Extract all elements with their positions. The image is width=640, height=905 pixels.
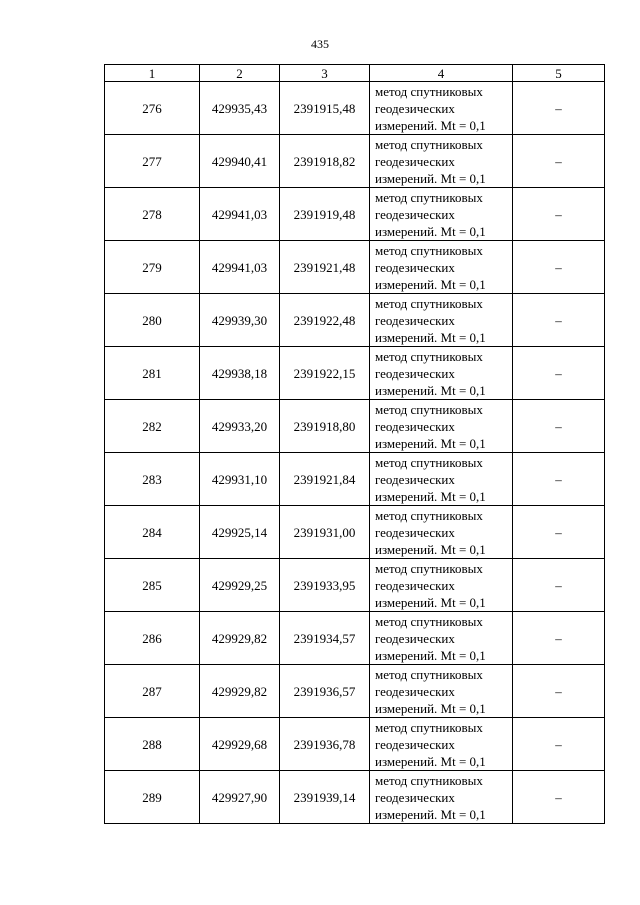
method-line-2: геодезических [375, 365, 455, 381]
method-line-1: метод спутниковых [375, 401, 483, 417]
method-description [370, 347, 513, 400]
point-number: 287 [105, 665, 200, 718]
method-line-3: измерений. Mt = 0,1 [375, 806, 486, 822]
coord-x: 429927,90 [200, 771, 280, 824]
method-line-1: метод спутниковых [375, 189, 483, 205]
method-line-2: геодезических [375, 630, 455, 646]
coord-x: 429929,68 [200, 718, 280, 771]
point-number: 279 [105, 241, 200, 294]
method-line-3: измерений. Mt = 0,1 [375, 647, 486, 663]
extra-value: – [513, 82, 605, 135]
coord-y: 2391936,57 [280, 665, 370, 718]
table-row [105, 453, 605, 506]
table-row [105, 612, 605, 665]
coord-x: 429941,03 [200, 241, 280, 294]
method-line-1: метод спутниковых [375, 83, 483, 99]
table-row [105, 82, 605, 135]
header-col-2: 2 [200, 65, 280, 82]
method-line-2: геодезических [375, 577, 455, 593]
method-line-3: измерений. Mt = 0,1 [375, 435, 486, 451]
coord-x: 429933,20 [200, 400, 280, 453]
extra-value: – [513, 506, 605, 559]
table-row [105, 135, 605, 188]
table-row [105, 188, 605, 241]
header-col-1: 1 [105, 65, 200, 82]
method-line-3: измерений. Mt = 0,1 [375, 117, 486, 133]
method-line-1: метод спутниковых [375, 560, 483, 576]
extra-value: – [513, 294, 605, 347]
table-row [105, 559, 605, 612]
method-description [370, 771, 513, 824]
coord-y: 2391939,14 [280, 771, 370, 824]
point-number: 277 [105, 135, 200, 188]
method-line-2: геодезических [375, 789, 455, 805]
coord-x: 429938,18 [200, 347, 280, 400]
method-line-1: метод спутниковых [375, 507, 483, 523]
method-line-2: геодезических [375, 683, 455, 699]
coord-x: 429941,03 [200, 188, 280, 241]
method-line-1: метод спутниковых [375, 772, 483, 788]
method-line-2: геодезических [375, 206, 455, 222]
coord-y: 2391919,48 [280, 188, 370, 241]
method-line-3: измерений. Mt = 0,1 [375, 276, 486, 292]
point-number: 288 [105, 718, 200, 771]
method-line-1: метод спутниковых [375, 295, 483, 311]
table-row [105, 718, 605, 771]
coord-x: 429929,82 [200, 665, 280, 718]
coord-y: 2391918,80 [280, 400, 370, 453]
method-description [370, 612, 513, 665]
method-line-2: геодезических [375, 471, 455, 487]
method-line-2: геодезических [375, 524, 455, 540]
extra-value: – [513, 718, 605, 771]
method-line-1: метод спутниковых [375, 613, 483, 629]
method-line-3: измерений. Mt = 0,1 [375, 541, 486, 557]
coord-x: 429935,43 [200, 82, 280, 135]
coord-x: 429929,82 [200, 612, 280, 665]
method-line-1: метод спутниковых [375, 348, 483, 364]
method-description [370, 135, 513, 188]
extra-value: – [513, 135, 605, 188]
method-line-1: метод спутниковых [375, 666, 483, 682]
table-body [105, 82, 605, 824]
extra-value: – [513, 453, 605, 506]
method-line-2: геодезических [375, 312, 455, 328]
header-col-5: 5 [513, 65, 605, 82]
point-number: 284 [105, 506, 200, 559]
coord-x: 429929,25 [200, 559, 280, 612]
table-row [105, 506, 605, 559]
method-line-1: метод спутниковых [375, 242, 483, 258]
method-line-2: геодезических [375, 736, 455, 752]
method-description [370, 665, 513, 718]
table-row [105, 241, 605, 294]
coord-y: 2391922,15 [280, 347, 370, 400]
coord-y: 2391918,82 [280, 135, 370, 188]
method-line-1: метод спутниковых [375, 136, 483, 152]
coord-y: 2391934,57 [280, 612, 370, 665]
extra-value: – [513, 665, 605, 718]
extra-value: – [513, 400, 605, 453]
extra-value: – [513, 559, 605, 612]
page-number: 435 [311, 37, 329, 51]
method-description [370, 559, 513, 612]
extra-value: – [513, 241, 605, 294]
method-line-1: метод спутниковых [375, 454, 483, 470]
coord-y: 2391921,84 [280, 453, 370, 506]
table-header [105, 65, 605, 82]
method-line-3: измерений. Mt = 0,1 [375, 753, 486, 769]
point-number: 276 [105, 82, 200, 135]
coordinates-table [104, 64, 605, 824]
method-line-3: измерений. Mt = 0,1 [375, 382, 486, 398]
method-line-3: измерений. Mt = 0,1 [375, 170, 486, 186]
coord-x: 429940,41 [200, 135, 280, 188]
method-line-3: измерений. Mt = 0,1 [375, 700, 486, 716]
method-description [370, 453, 513, 506]
method-line-2: геодезических [375, 100, 455, 116]
table-row [105, 771, 605, 824]
method-line-3: измерений. Mt = 0,1 [375, 329, 486, 345]
table-row [105, 347, 605, 400]
coord-y: 2391931,00 [280, 506, 370, 559]
coord-y: 2391936,78 [280, 718, 370, 771]
header-col-4: 4 [370, 65, 513, 82]
method-description [370, 188, 513, 241]
coord-x: 429939,30 [200, 294, 280, 347]
point-number: 281 [105, 347, 200, 400]
extra-value: – [513, 347, 605, 400]
point-number: 280 [105, 294, 200, 347]
extra-value: – [513, 188, 605, 241]
point-number: 278 [105, 188, 200, 241]
method-line-2: геодезических [375, 259, 455, 275]
table-row [105, 665, 605, 718]
method-line-2: геодезических [375, 418, 455, 434]
coord-y: 2391921,48 [280, 241, 370, 294]
header-col-3: 3 [280, 65, 370, 82]
point-number: 289 [105, 771, 200, 824]
method-line-3: измерений. Mt = 0,1 [375, 223, 486, 239]
table-row [105, 400, 605, 453]
method-description [370, 506, 513, 559]
method-description [370, 241, 513, 294]
table-row [105, 294, 605, 347]
extra-value: – [513, 612, 605, 665]
point-number: 283 [105, 453, 200, 506]
coord-y: 2391922,48 [280, 294, 370, 347]
point-number: 285 [105, 559, 200, 612]
method-description [370, 82, 513, 135]
method-description [370, 294, 513, 347]
coord-y: 2391933,95 [280, 559, 370, 612]
coord-x: 429931,10 [200, 453, 280, 506]
extra-value: – [513, 771, 605, 824]
method-line-1: метод спутниковых [375, 719, 483, 735]
method-line-3: измерений. Mt = 0,1 [375, 488, 486, 504]
coord-y: 2391915,48 [280, 82, 370, 135]
point-number: 282 [105, 400, 200, 453]
header-row [105, 65, 605, 82]
method-description [370, 718, 513, 771]
method-line-3: измерений. Mt = 0,1 [375, 594, 486, 610]
point-number: 286 [105, 612, 200, 665]
method-line-2: геодезических [375, 153, 455, 169]
method-description [370, 400, 513, 453]
coord-x: 429925,14 [200, 506, 280, 559]
